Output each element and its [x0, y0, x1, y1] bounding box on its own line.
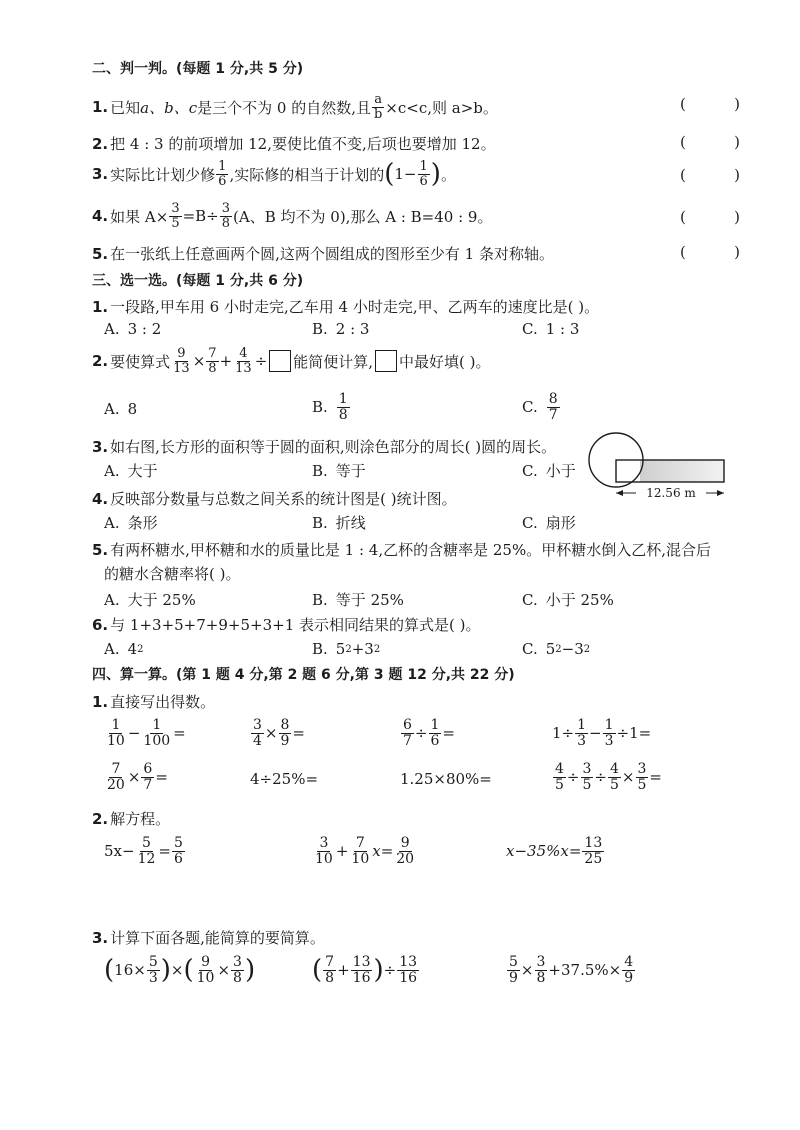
fraction: $\frac{1}{6}$	[419, 159, 428, 189]
answer-parens[interactable]: ( )	[680, 95, 740, 113]
option-a[interactable]: A. 3 : 2	[104, 320, 162, 338]
equation-2: $\frac{3}{10}$ + $\frac{7}{10}$ x= $\frac{9}{20}$	[315, 835, 415, 867]
shaded-region	[640, 460, 724, 482]
simplify-2: ( $\frac{7}{8}$ + $\frac{13}{16}$ ) ÷ $\frac{13}{16}$	[312, 954, 418, 986]
mental-calc-3: $\frac{6}{7}$ ÷ $\frac{1}{6}$ =	[403, 717, 455, 749]
section-judge-title: 二、判一判。(每题 1 分,共 5 分)	[92, 61, 304, 77]
option-a[interactable]: A. 条形	[104, 513, 158, 532]
blank-box[interactable]	[269, 350, 291, 372]
judge-question-4	[92, 202, 492, 230]
section-choose-title: 三、选一选。(每题 1 分,共 6 分)	[92, 273, 304, 289]
circle-rectangle-figure	[588, 430, 738, 510]
option-c[interactable]: C. 5 2 −3 2	[522, 640, 591, 658]
answer-parens[interactable]: ( )	[680, 243, 740, 261]
option-a[interactable]: A. 4 2	[104, 640, 144, 658]
question-text: 已知	[110, 98, 141, 117]
choose-question-1	[92, 296, 599, 317]
equation-3: x−35%x= $\frac{13}{25}$	[506, 835, 603, 867]
fraction: $\frac{9}{13}$	[173, 346, 190, 376]
fraction: $\frac{1}{6}$	[218, 159, 227, 189]
question-text: 一段路,甲车用 6 小时走完,乙车用 4 小时走完,甲、乙两车的速度比是( )。	[110, 298, 600, 316]
question-text: ×c<c,则 a>b。	[385, 98, 498, 117]
mental-calc-2: $\frac{3}{4}$ × $\frac{8}{9}$ =	[253, 717, 305, 749]
calc-part-1-title: 1. 直接写出得数。	[92, 692, 216, 711]
question-text: ,实际修的相当于计划的	[229, 165, 385, 184]
question-number: 5.	[92, 244, 109, 263]
question-number: 1.	[92, 297, 109, 316]
fraction: $\frac{3}{8}$	[221, 201, 231, 231]
answer-parens[interactable]: ( )	[680, 133, 740, 151]
choose-question-2: 2. 要使算式 $\frac{9}{13}$ × $\frac{7}{8}$ + $\frac{4}{13}$ ÷ 能简便计算, 中最好填( )。	[92, 346, 491, 376]
option-a[interactable]: A. 大于 25%	[104, 590, 196, 609]
question-number: 4.	[92, 489, 109, 508]
question-text: 与 1+3+5+7+9+5+3+1 表示相同结果的算式是( )。	[110, 616, 481, 634]
mental-calc-7: 1.25×80%=	[400, 770, 492, 788]
arrow-right	[717, 490, 724, 496]
choose-question-3	[92, 436, 556, 457]
question-number: 3.	[92, 165, 109, 184]
option-c[interactable]: C. $\frac{8}{7}$	[522, 391, 558, 423]
calc-part-3-title: 3. 计算下面各题,能简算的要简算。	[92, 928, 325, 947]
question-text: (A、B 均不为 0),那么 A : B=40 : 9。	[233, 207, 493, 226]
question-text: 在一张纸上任意画两个圆,这两个圆组成的图形至少有 1 条对称轴。	[110, 245, 554, 263]
mental-calc-4: 1÷ $\frac{1}{3}$ − $\frac{1}{3}$ ÷1=	[552, 717, 652, 749]
choose-question-5	[92, 539, 711, 560]
choose-question-6	[92, 614, 480, 635]
question-text: 能简便计算,	[293, 352, 374, 371]
question-vars: a、b、c	[140, 98, 198, 117]
blank-box[interactable]	[375, 350, 397, 372]
dimension-label: 12.56 m	[646, 486, 696, 500]
question-text: 把 4 : 3 的前项增加 12,要使比值不变,后项也要增加 12。	[110, 135, 496, 153]
option-b[interactable]: B. 等于 25%	[312, 590, 404, 609]
equation-1: 5x− $\frac{5}{12}$ = $\frac{5}{6}$	[104, 835, 183, 867]
question-number: 1.	[92, 98, 109, 117]
question-text: 1−	[394, 165, 417, 184]
question-text: 如右图,长方形的面积等于圆的面积,则涂色部分的周长( )圆的周长。	[110, 438, 557, 456]
question-text: 如果 A×	[110, 207, 169, 226]
option-b[interactable]: B. 折线	[312, 513, 366, 532]
option-b[interactable]: B. $\frac{1}{8}$	[312, 391, 348, 423]
calc-part-2-title: 2. 解方程。	[92, 809, 171, 828]
question-number: 6.	[92, 615, 109, 634]
question-text: 反映部分数量与总数之间关系的统计图是( )统计图。	[110, 490, 457, 508]
option-c[interactable]: C. 扇形	[522, 513, 576, 532]
arrow-left	[616, 490, 623, 496]
answer-parens[interactable]: ( )	[680, 208, 740, 226]
option-c[interactable]: C. 1 : 3	[522, 320, 580, 338]
question-text: 实际比计划少修	[110, 165, 216, 184]
question-number: 2.	[92, 352, 109, 371]
question-number: 3.	[92, 437, 109, 456]
choose-question-5-cont: 的糖水含糖率将( )。	[104, 565, 241, 583]
question-text: 要使算式	[110, 352, 171, 371]
fraction: $\frac{a}{b}$	[373, 92, 383, 122]
answer-parens[interactable]: ( )	[680, 166, 740, 184]
simplify-3: $\frac{5}{9}$ × $\frac{3}{8}$ +37.5%× $\frac{4}{9}$	[509, 954, 634, 986]
judge-question-1	[92, 93, 498, 121]
mental-calc-8: $\frac{4}{5}$ ÷ $\frac{3}{5}$ ÷ $\frac{4}{5}$ × $\frac{3}{5}$ =	[555, 761, 662, 793]
option-a[interactable]: A. 大于	[104, 461, 158, 480]
question-text: 中最好填( )。	[399, 352, 491, 371]
judge-question-2	[92, 133, 496, 154]
mental-calc-1: $\frac{1}{10}$ − $\frac{1}{100}$ =	[107, 717, 186, 749]
option-a[interactable]: A. 8	[104, 400, 138, 418]
question-text: 。	[440, 165, 456, 184]
fraction: $\frac{3}{5}$	[171, 201, 180, 231]
option-c[interactable]: C. 小于 25%	[522, 590, 614, 609]
option-b[interactable]: B. 等于	[312, 461, 366, 480]
mental-calc-6: 4÷25%=	[250, 770, 319, 788]
question-number: 4.	[92, 207, 109, 226]
choose-question-4	[92, 488, 457, 509]
question-text: 是三个不为 0 的自然数,且	[197, 98, 371, 117]
option-b[interactable]: B. 5 2 +3 2	[312, 640, 381, 658]
judge-question-5	[92, 243, 554, 264]
question-text: 有两杯糖水,甲杯糖和水的质量比是 1 : 4,乙杯的含糖率是 25%。甲杯糖水倒入乙杯,混合后	[110, 541, 712, 559]
mental-calc-5: $\frac{7}{20}$ × $\frac{6}{7}$ =	[107, 761, 168, 793]
fraction: $\frac{7}{8}$	[208, 346, 217, 376]
question-number: 5.	[92, 540, 109, 559]
section-calc-title: 四、算一算。(第 1 题 4 分,第 2 题 6 分,第 3 题 12 分,共 22 分)	[92, 667, 515, 683]
fraction: $\frac{4}{13}$	[235, 346, 252, 376]
question-number: 2.	[92, 134, 109, 153]
simplify-1: ( 16× $\frac{5}{3}$ ) × ( $\frac{9}{10}$ × $\frac{3}{8}$ )	[104, 954, 256, 986]
question-text: =B÷	[182, 207, 219, 226]
option-b[interactable]: B. 2 : 3	[312, 320, 370, 338]
judge-question-3: 3. 实际比计划少修 $\frac{1}{6}$ ,实际修的相当于计划的 ( 1− $\frac{1}{6}$ ) 。	[92, 159, 456, 190]
option-c[interactable]: C. 小于	[522, 461, 576, 480]
